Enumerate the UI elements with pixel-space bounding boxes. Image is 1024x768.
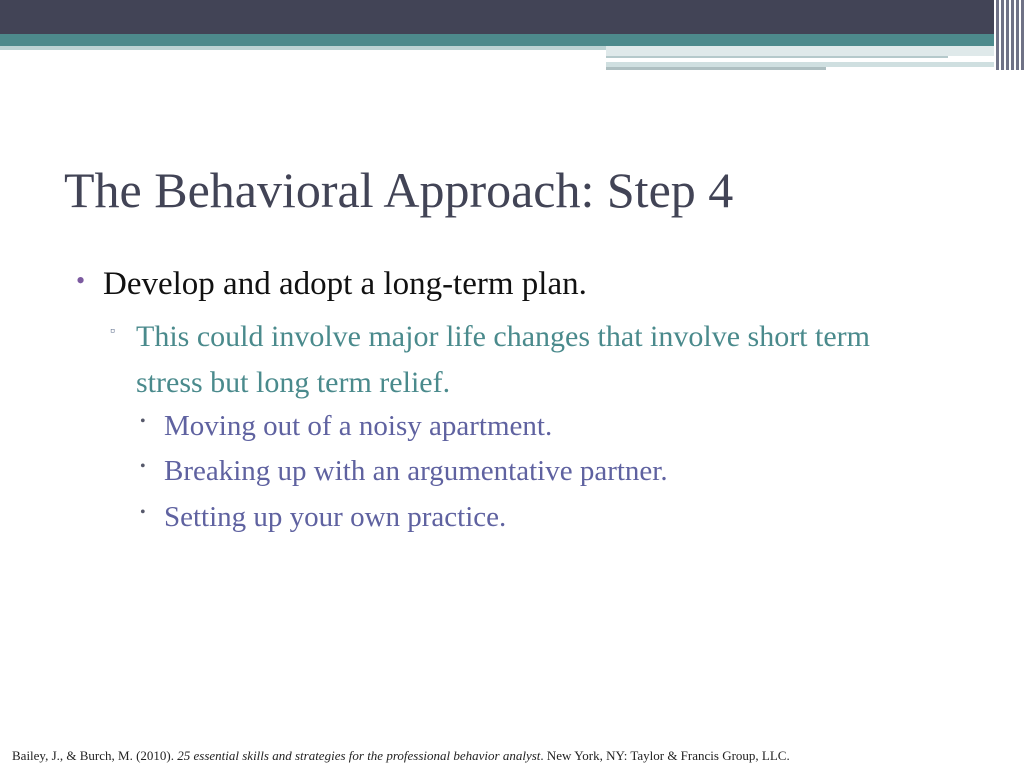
- header-teal-band: [0, 34, 1024, 46]
- bullet-text: Breaking up with an argumentative partner.: [164, 455, 668, 487]
- header-accent-line: [606, 56, 948, 58]
- citation-book-title: 25 essential skills and strategies for the professional behavior analyst: [177, 748, 541, 763]
- bullet-text: Moving out of a noisy apartment.: [164, 410, 553, 442]
- header-accent-line: [606, 67, 826, 70]
- bullet-dot-icon: •: [140, 504, 146, 521]
- bullet-text: Develop and adopt a long-term plan.: [103, 266, 587, 302]
- header-corner-stripes: [994, 0, 1024, 70]
- bullet-dot-icon: •: [140, 458, 146, 475]
- slide-title: The Behavioral Approach: Step 4: [64, 162, 734, 218]
- bullet-text: Setting up your own practice.: [164, 501, 507, 533]
- citation-publisher: . New York, NY: Taylor & Francis Group, LLC.: [540, 748, 790, 763]
- bullet-square-icon: ▫: [110, 324, 115, 339]
- header-pale-band-right: [606, 46, 1024, 56]
- bullet-dot-icon: •: [140, 413, 146, 430]
- bullet-dot-icon: •: [76, 266, 86, 295]
- header-pale-band-left: [0, 46, 606, 50]
- bullet-text: This could involve major life changes that involve short term stress but long term relief.: [136, 320, 870, 399]
- header-dark-band: [0, 0, 1024, 34]
- citation-footer: [12, 747, 1012, 765]
- citation-authors: Bailey, J., & Burch, M. (2010).: [12, 748, 178, 763]
